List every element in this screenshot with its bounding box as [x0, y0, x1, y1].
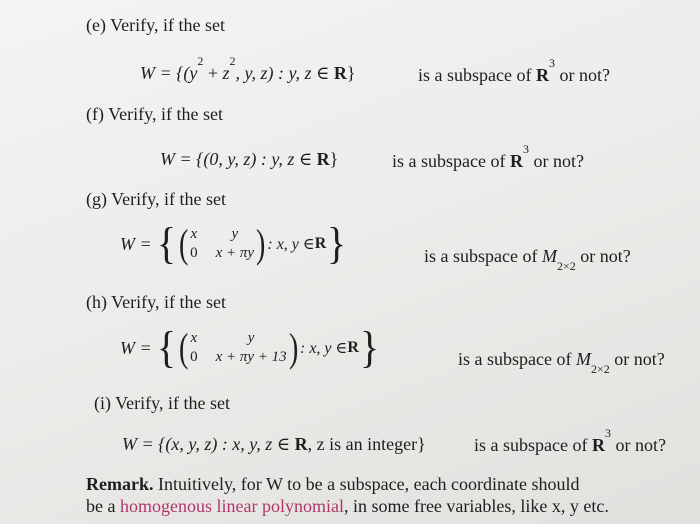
item-e-tail-text: is a subspace of — [418, 65, 536, 85]
item-f-tail-exp: 3 — [522, 142, 529, 156]
item-e-set-z: z — [222, 63, 230, 83]
item-f-tail — [392, 142, 584, 172]
item-e-set — [140, 54, 356, 84]
item-h-tail-text: is a subspace of — [458, 349, 576, 369]
item-h-cond: : x, y ∈ — [300, 340, 348, 357]
item-h-m21: 0 — [190, 349, 198, 365]
item-i-set-text: W = {(x, y, z) : x, y, z ∈ — [122, 434, 295, 454]
item-f-set-close: } — [329, 149, 339, 169]
item-g-close-paren: ) — [256, 221, 266, 266]
item-g-tail-sub: 2×2 — [556, 258, 576, 273]
item-h-tail — [458, 348, 665, 376]
item-h-open-brace: { — [156, 323, 176, 372]
item-e-set-lhs: W = {( — [140, 63, 190, 83]
item-f-set — [160, 148, 338, 170]
item-g-m21: 0 — [190, 245, 198, 261]
item-g-tail-end: or not? — [575, 246, 631, 266]
item-f-tail-reals: R — [509, 151, 523, 171]
item-h-m12: y — [247, 330, 255, 346]
remark-text-2-pre: be a — [86, 496, 120, 516]
item-h-tail-end: or not? — [609, 349, 665, 369]
item-h-open-paren: ( — [178, 325, 189, 370]
item-h-close-brace: } — [359, 323, 380, 372]
item-h-set — [120, 323, 380, 372]
item-g-cond: : x, y ∈ — [267, 236, 315, 253]
item-h-cond-reals: R — [347, 339, 359, 356]
item-g-cond-reals: R — [314, 235, 327, 252]
remark-line-1 — [86, 473, 580, 495]
item-f-set-text: W = {(0, y, z) : y, z ∈ — [160, 149, 317, 169]
item-f-label: (f) Verify, if the set — [86, 104, 223, 124]
item-e-tail — [418, 56, 610, 86]
remark-highlight: homogenous linear polynomial — [119, 496, 344, 516]
item-g-matrix — [190, 225, 254, 263]
item-e-exp-y: 2 — [197, 54, 204, 68]
item-e-set-reals: R — [333, 63, 347, 83]
item-g-lhs: W = — [120, 233, 152, 254]
item-i-tail-text: is a subspace of — [474, 435, 592, 455]
item-h-m22: x + πy + 13 — [215, 349, 287, 365]
item-i-tail-end: or not? — [610, 435, 666, 455]
item-h-label: (h) Verify, if the set — [86, 292, 226, 312]
item-e-tail-exp: 3 — [548, 56, 555, 70]
item-i-tail — [474, 426, 666, 456]
item-g-m12: y — [231, 226, 239, 242]
item-g-tail-text: is a subspace of — [424, 246, 542, 266]
item-i-set-mid: , z is an integer} — [307, 434, 426, 454]
item-h-matrix — [190, 329, 287, 367]
item-g-set — [120, 219, 347, 268]
item-h-m11: x — [190, 330, 198, 346]
remark-text-1: Intuitively, for W to be a subspace, each coordinate should — [153, 474, 580, 494]
item-g-open-paren: ( — [178, 221, 189, 266]
item-g-tail — [424, 245, 631, 273]
item-e-tail-reals: R — [535, 65, 549, 85]
item-g-tail-m: M — [541, 246, 557, 266]
item-i-set-reals: R — [294, 434, 308, 454]
item-f-tail-text: is a subspace of — [392, 151, 510, 171]
item-g-close-brace: } — [327, 219, 347, 268]
item-e-label: (e) Verify, if the set — [86, 15, 225, 35]
remark-text-2-post: , in some free variables, like x, y etc. — [343, 496, 609, 516]
item-h-lhs: W = — [120, 337, 152, 358]
item-g-m22: x + πy — [215, 245, 255, 261]
item-e-set-plus: + — [203, 63, 223, 83]
item-h-close-paren: ) — [288, 325, 299, 370]
item-i-set — [122, 433, 426, 455]
item-h-tail-sub: 2×2 — [590, 361, 610, 376]
item-i-label: (i) Verify, if the set — [94, 393, 230, 413]
item-f-tail-end: or not? — [528, 151, 584, 171]
remark-line-2 — [86, 495, 609, 517]
item-e-set-close: } — [346, 63, 356, 83]
item-g-label: (g) Verify, if the set — [86, 189, 226, 209]
remark-title: Remark. — [86, 474, 154, 494]
item-h-tail-m: M — [575, 349, 591, 369]
item-f-set-reals: R — [316, 149, 330, 169]
item-e-tail-end: or not? — [554, 65, 610, 85]
item-e-set-y: y — [189, 63, 198, 83]
item-i-tail-reals: R — [591, 435, 605, 455]
item-i-tail-exp: 3 — [604, 426, 611, 440]
item-e-exp-z: 2 — [229, 54, 236, 68]
item-g-open-brace: { — [156, 219, 176, 268]
item-e-set-rest: , y, z) : y, z ∈ — [235, 63, 334, 83]
item-g-m11: x — [190, 226, 198, 242]
